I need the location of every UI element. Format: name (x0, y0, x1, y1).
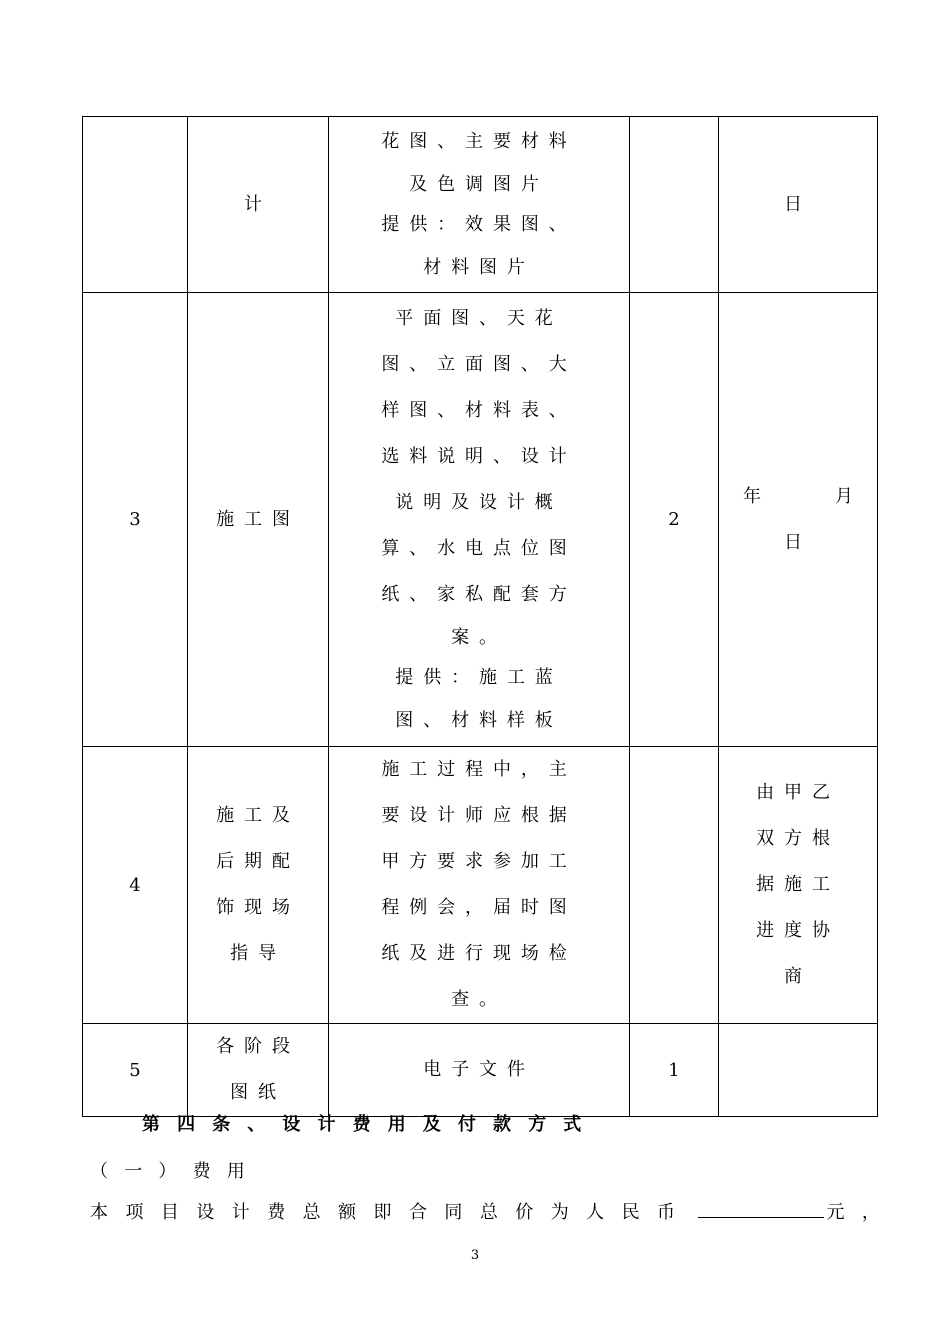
fee-char: 费 (267, 1202, 286, 1223)
date-line: 双方根 (756, 828, 840, 849)
item-line: 后期配 (216, 851, 300, 872)
fee-char: 总 (479, 1202, 498, 1223)
fee-char: 总 (302, 1202, 321, 1223)
date-cell (719, 293, 878, 747)
section-heading: 第四条、设计费用及付款方式 (142, 1114, 599, 1135)
fee-char: 价 (515, 1202, 534, 1223)
content-line: 选料说明、设计 (381, 445, 577, 467)
item-line: 计 (244, 193, 272, 215)
item-cell (188, 1024, 329, 1117)
item-line: 施工图 (216, 508, 300, 530)
fee-char: 合 (408, 1202, 427, 1223)
date-line: 由甲乙 (756, 782, 840, 803)
year-label: 年 (743, 485, 835, 507)
quantity-cell: 1 (630, 1024, 719, 1117)
fee-char: 同 (444, 1202, 463, 1223)
item-line: 饰现场 (216, 897, 300, 918)
fee-amount-blank (698, 1199, 824, 1218)
date-cell (719, 1024, 878, 1117)
item-line: 各阶段 (216, 1036, 300, 1057)
item-cell (188, 293, 329, 747)
content-line: 纸、家私配套方 (381, 583, 577, 605)
page-number: 3 (470, 1248, 480, 1263)
content-line: 说明及设计概 (395, 491, 563, 513)
content-line: 要设计师应根据 (381, 805, 577, 826)
content-line: 平面图、天花 (395, 307, 563, 329)
content-line: 电子文件 (423, 1059, 535, 1080)
fee-char: 项 (125, 1202, 144, 1223)
date-line: 据施工 (756, 874, 840, 895)
quantity-cell (630, 117, 719, 293)
content-line: 纸及进行现场检 (381, 943, 577, 964)
table-row (83, 1024, 878, 1117)
item-cell (188, 747, 329, 1024)
content-line: 花图、主要材料 (381, 130, 577, 152)
date-cell (719, 747, 878, 1024)
fee-char: 额 (338, 1202, 357, 1223)
fee-char: 即 (373, 1202, 392, 1223)
fee-sentence (90, 1198, 880, 1224)
content-line: 及色调图片 (409, 173, 549, 195)
fee-amount-group (692, 1198, 844, 1224)
row-number-cell: 4 (83, 747, 188, 1024)
content-line: 图、材料样板 (395, 709, 563, 731)
fee-unit: 元 (826, 1202, 845, 1223)
item-cell (188, 117, 329, 293)
content-line: 图、立面图、大 (381, 353, 577, 375)
content-line: 案。 (451, 626, 507, 648)
content-cell (329, 117, 630, 293)
date-year-month-line (719, 474, 877, 520)
item-line: 图纸 (230, 1082, 286, 1103)
fee-char: 币 (657, 1202, 675, 1223)
design-schedule-table (82, 116, 878, 1117)
content-line: 查。 (451, 989, 507, 1010)
row-number-cell: 3 (83, 293, 188, 747)
fee-char: 为 (550, 1202, 569, 1223)
table-row (83, 747, 878, 1024)
month-label: 月 (835, 485, 853, 507)
item-line: 指导 (230, 943, 286, 964)
table-row (83, 293, 878, 747)
fee-trailing-comma: ， (861, 1202, 880, 1223)
fee-char: 本 (90, 1202, 108, 1223)
content-line: 材料图片 (423, 256, 535, 278)
content-line: 样图、材料表、 (381, 399, 577, 421)
fee-char: 目 (160, 1202, 179, 1223)
content-line: 甲方要求参加工 (381, 851, 577, 872)
content-line: 提供：施工蓝 (395, 666, 563, 688)
row-number-cell (83, 117, 188, 293)
content-line: 提供：效果图、 (381, 213, 577, 235)
content-cell (329, 1024, 630, 1117)
fee-char: 民 (621, 1202, 640, 1223)
fee-char: 人 (586, 1202, 605, 1223)
date-line: 进度协 (756, 920, 840, 941)
date-cell (719, 117, 878, 293)
fee-char: 计 (231, 1202, 250, 1223)
year-month-spacer (743, 474, 853, 520)
subsection-title: （一）费用 (90, 1161, 261, 1182)
content-line: 施工过程中，主 (381, 759, 577, 780)
date-line: 日 (784, 193, 812, 215)
row-number-cell: 5 (83, 1024, 188, 1117)
item-line: 施工及 (216, 805, 300, 826)
date-line: 日 (784, 531, 812, 553)
fee-char: 设 (196, 1202, 215, 1223)
content-line: 算、水电点位图 (381, 537, 577, 559)
content-cell (329, 747, 630, 1024)
content-line: 程例会，届时图 (381, 897, 577, 918)
content-cell (329, 293, 630, 747)
date-line: 商 (784, 966, 812, 987)
table-row (83, 117, 878, 293)
quantity-cell: 2 (630, 293, 719, 747)
quantity-cell (630, 747, 719, 1024)
